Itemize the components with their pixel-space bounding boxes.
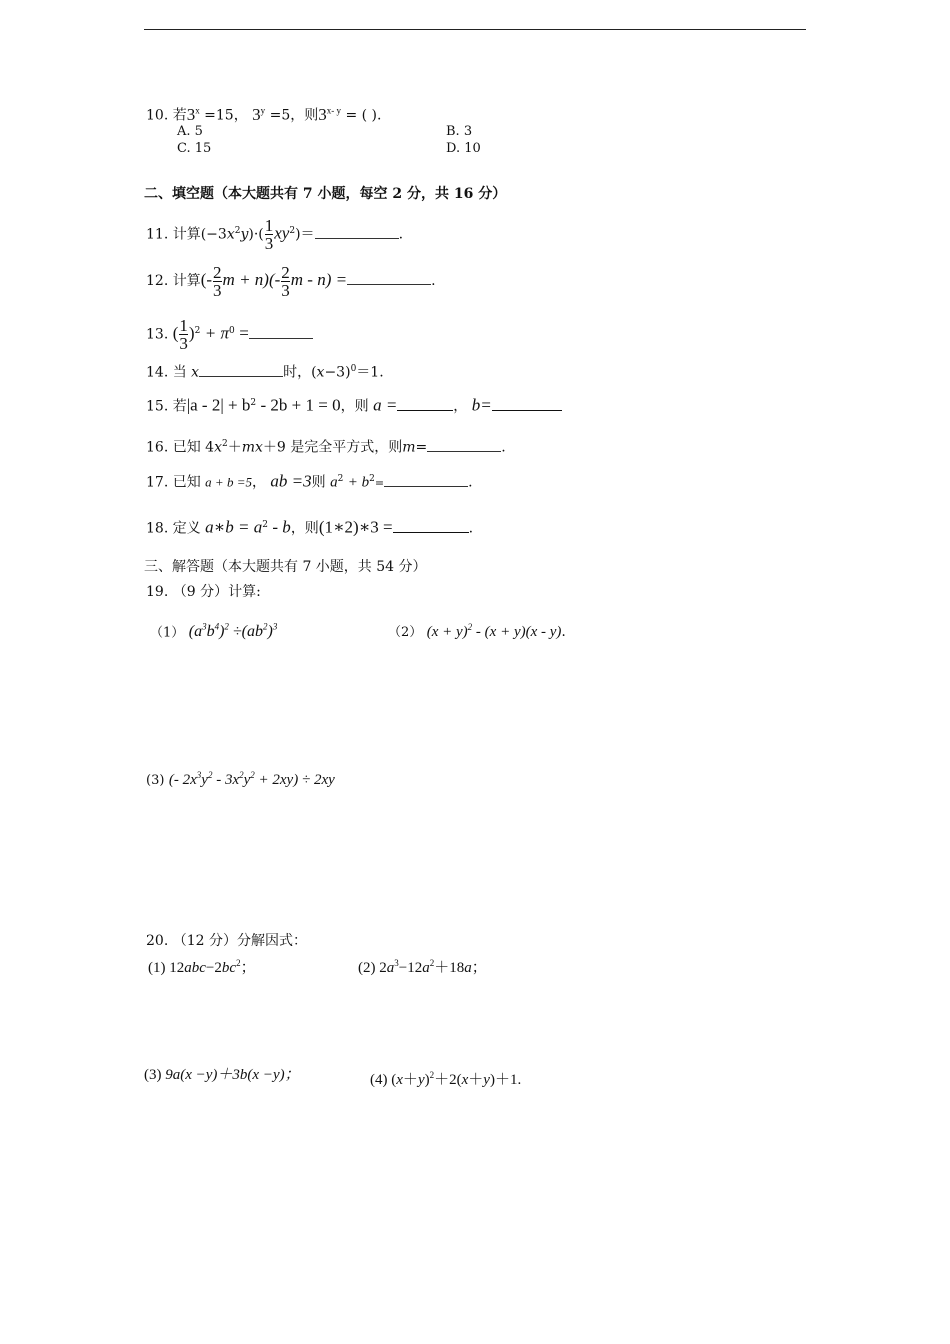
- q20-title: 20. （12 分）分解因式：: [146, 933, 307, 949]
- section-3-heading: 三、解答题（本大题共有 7 小题，共 54 分）: [144, 559, 427, 575]
- q19-part-3: (3) (- $2x^3y^2 - 3x^2y^2 + 2xy) \div 2xy$: [146, 770, 335, 788]
- question-15: 15. 若$|a - 2| + b^2 - 2b + 1 = 0$，则 a = ， b=: [146, 390, 562, 420]
- question-11: 11. 计算$(-3x^2y)\cdot$( $\frac{1}{3}$ $xy^2)=$ .: [146, 216, 404, 254]
- q20-part-2: (2) $2a^3-12a^2+18a$；: [358, 958, 487, 976]
- q20-part-3: (3) 9a(x −y)＋3b(x −y)；: [144, 1067, 300, 1083]
- q10-tail: = ( ).: [345, 107, 382, 124]
- q16-answer-blank[interactable]: [427, 439, 501, 452]
- q17-label: 17. 已知: [146, 474, 201, 491]
- section-2-heading: 二、填空题（本大题共有 7 小题，每空 2 分，共 16 分）: [144, 186, 507, 202]
- q18-label: 18. 定义: [146, 520, 201, 537]
- q13-fraction: $\frac{1}{3}$: [179, 316, 188, 354]
- q12-fraction-1: $\frac{2}{3}$: [213, 262, 222, 300]
- q18-answer-blank[interactable]: [393, 524, 469, 533]
- q11-answer-blank[interactable]: [315, 226, 399, 239]
- question-17: 17. 已知 a + b =5， ab =3则 $a^2 + b^2=$ .: [146, 471, 473, 491]
- question-12: 12. 计算(- $\frac{2}{3}$ m + n)(- $\frac{2}{3}$ m - n) = .: [146, 262, 436, 300]
- q10-option-b: B. 3: [446, 124, 473, 139]
- q20-part-1: (1) $12abc-2bc^2$；: [148, 958, 256, 976]
- q15-answer-b[interactable]: [492, 402, 562, 411]
- question-14: 14. 当 x 时，$(x-3)^0=1$.: [146, 364, 384, 381]
- q13-label: 13.: [146, 326, 169, 343]
- q11-label: 11. 计算: [146, 226, 201, 243]
- q14-answer-blank[interactable]: [199, 364, 283, 377]
- q19-part-1: （1） $(a^3b^4)^2 \div(ab^2)^3$: [150, 622, 278, 641]
- q10-power-2: 3$^y$: [252, 104, 266, 124]
- q12-label: 12. 计算: [146, 273, 201, 289]
- q10-option-d: D. 10: [446, 141, 481, 156]
- question-16: 16. 已知 $4x^2+mx+9$ 是完全平方式，则m= .: [146, 439, 506, 456]
- q10-power-3: 3$^{x- y}$: [318, 104, 342, 124]
- q10-power-1: 3$^x$: [186, 104, 200, 124]
- q19-title: 19. （9 分）计算:: [146, 584, 261, 600]
- q13-answer-blank[interactable]: [249, 326, 313, 339]
- q12-answer-blank[interactable]: [347, 272, 431, 285]
- q10-text: =5，则: [269, 107, 319, 124]
- q11-fraction: $\frac{1}{3}$: [264, 216, 274, 254]
- question-13: 13. ( $\frac{1}{3}$ )$^2 + \pi^0$ =: [146, 310, 313, 356]
- q17-answer-blank[interactable]: [384, 474, 468, 487]
- q19-part-2: （2） $(x + y)^2 - (x + y)(x - y)$.: [388, 622, 566, 640]
- header-rule: [144, 29, 806, 30]
- q10-label: 10. 若: [146, 107, 187, 124]
- q12-fraction-2: $\frac{2}{3}$: [281, 262, 290, 300]
- q10-option-a: A. 5: [177, 124, 203, 139]
- question-10: 10. 若3$^x$ =15， 3$^y$ =5，则3$^{x- y}$ = ( ).: [146, 104, 382, 124]
- question-18: 18. 定义 a∗b = $a^2$ - b，则(1∗2)∗3 = .: [146, 517, 474, 537]
- q20-part-4: (4) $(x+y)^2+2(x+y)+1$.: [370, 1070, 522, 1088]
- q15-answer-a[interactable]: [397, 402, 453, 411]
- q10-eq-1: =15: [204, 107, 234, 124]
- q15-label: 15. 若: [146, 398, 187, 415]
- q10-option-c: C. 15: [177, 141, 212, 156]
